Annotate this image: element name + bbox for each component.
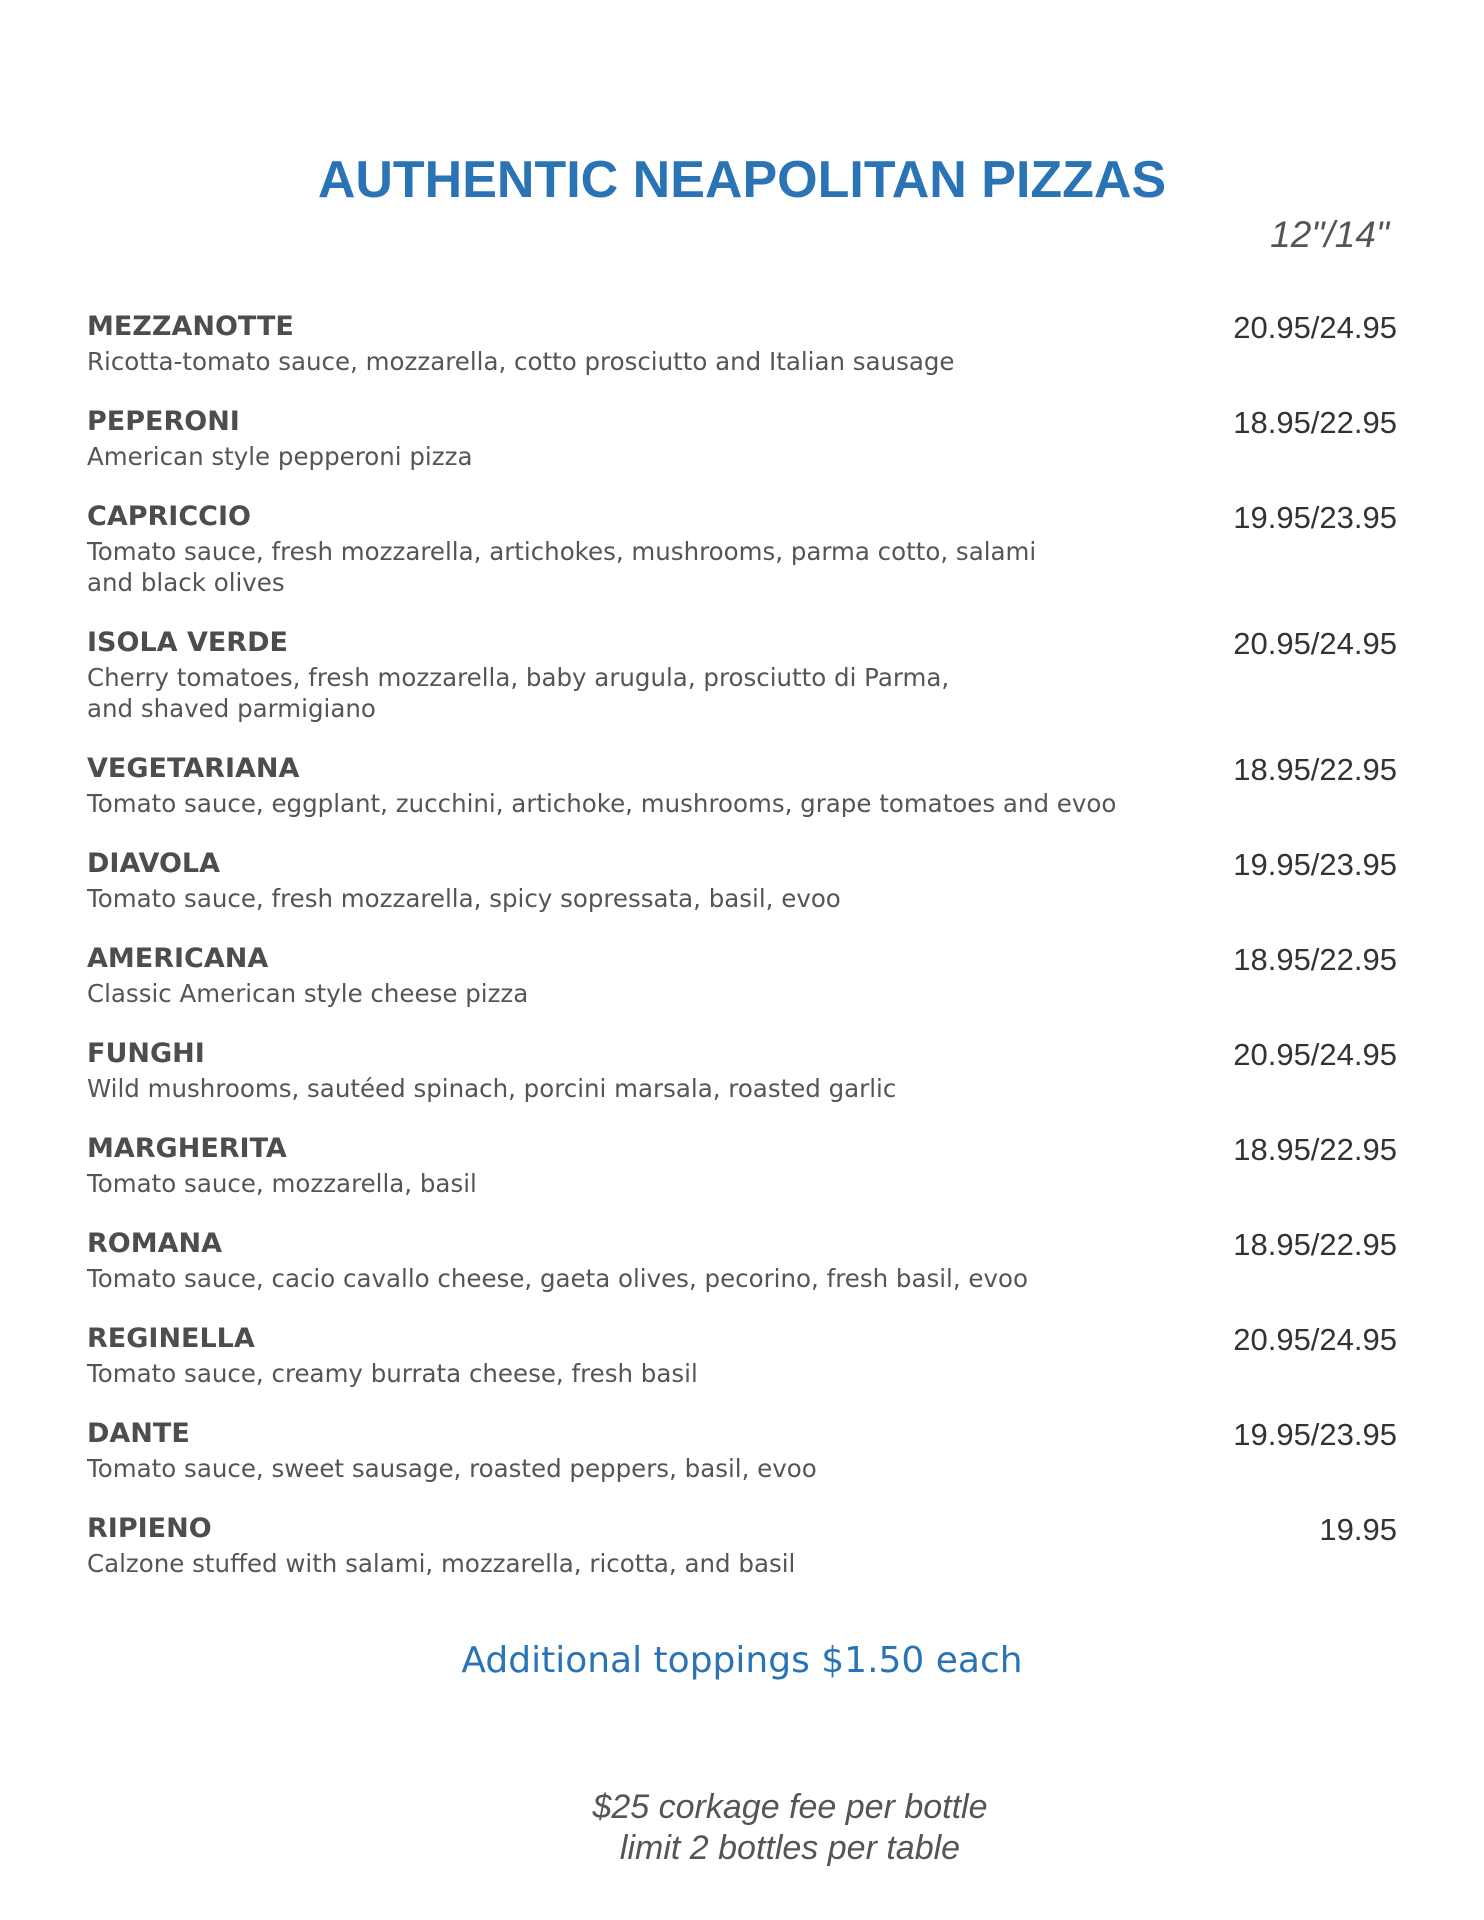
size-header: 12"/14": [1270, 214, 1389, 255]
item-name: DANTE: [87, 1418, 190, 1449]
item-description: Classic American style cheese pizza: [87, 979, 529, 1008]
item-name: CAPRICCIO: [87, 501, 251, 532]
corkage-fee: $25 corkage fee per bottle: [592, 1788, 988, 1826]
item-price: 20.95/24.95: [1233, 1322, 1397, 1357]
item-description: Tomato sauce, eggplant, zucchini, artichoke, mushrooms, grape tomatoes and evoo: [87, 789, 1117, 818]
item-price: 18.95/22.95: [1233, 1227, 1397, 1262]
menu-item: [87, 405, 1397, 500]
item-name: MEZZANOTTE: [87, 311, 294, 342]
menu-item: [87, 1322, 1397, 1417]
item-price: 20.95/24.95: [1233, 310, 1397, 345]
page-title: AUTHENTIC NEAPOLITAN PIZZAS: [317, 151, 1167, 209]
menu-item: [87, 310, 1397, 405]
item-name: PEPERONI: [87, 406, 240, 437]
item-price: 18.95/22.95: [1233, 1132, 1397, 1167]
item-description: American style pepperoni pizza: [87, 442, 473, 471]
item-description: Cherry tomatoes, fresh mozzarella, baby arugula, prosciutto di Parma, and shaved parmigiano: [87, 663, 950, 723]
item-name: ROMANA: [87, 1228, 222, 1259]
item-name: VEGETARIANA: [87, 753, 300, 784]
item-price: 20.95/24.95: [1233, 626, 1397, 661]
item-description: Tomato sauce, fresh mozzarella, spicy sopressata, basil, evoo: [87, 884, 841, 913]
item-description: Calzone stuffed with salami, mozzarella, ricotta, and basil: [87, 1549, 796, 1578]
menu-item: [87, 847, 1397, 942]
menu-item: [87, 1037, 1397, 1132]
menu-item: [87, 752, 1397, 847]
item-description: Tomato sauce, cacio cavallo cheese, gaeta olives, pecorino, fresh basil, evoo: [87, 1264, 1028, 1293]
menu-item: [87, 1512, 1397, 1607]
item-price: 18.95/22.95: [1233, 405, 1397, 440]
item-price: 19.95/23.95: [1233, 500, 1397, 535]
item-description: Wild mushrooms, sautéed spinach, porcini marsala, roasted garlic: [87, 1074, 897, 1103]
bottle-limit: limit 2 bottles per table: [619, 1829, 961, 1867]
item-price: 19.95/23.95: [1233, 847, 1397, 882]
menu-item: [87, 1132, 1397, 1227]
item-name: ISOLA VERDE: [87, 627, 288, 658]
item-price: 19.95/23.95: [1233, 1417, 1397, 1452]
item-price: 19.95: [1319, 1512, 1397, 1547]
item-description: Tomato sauce, sweet sausage, roasted peppers, basil, evoo: [87, 1454, 817, 1483]
menu-item: [87, 500, 1397, 626]
menu-item: [87, 1227, 1397, 1322]
menu-item: [87, 1417, 1397, 1512]
item-name: REGINELLA: [87, 1323, 255, 1354]
menu-item: [87, 626, 1397, 752]
pizza-menu: [87, 310, 1397, 1607]
item-name: DIAVOLA: [87, 848, 220, 879]
item-description: Tomato sauce, creamy burrata cheese, fresh basil: [87, 1359, 698, 1388]
item-description: Tomato sauce, fresh mozzarella, artichokes, mushrooms, parma cotto, salami and black olives: [87, 537, 1037, 597]
item-name: AMERICANA: [87, 943, 269, 974]
corkage-note: [0, 1787, 1484, 1869]
item-description: Tomato sauce, mozzarella, basil: [87, 1169, 477, 1198]
item-name: FUNGHI: [87, 1038, 205, 1069]
menu-item: [87, 942, 1397, 1037]
item-name: MARGHERITA: [87, 1133, 287, 1164]
item-price: 20.95/24.95: [1233, 1037, 1397, 1072]
item-price: 18.95/22.95: [1233, 942, 1397, 977]
toppings-note: Additional toppings $1.50 each: [461, 1640, 1023, 1681]
item-name: RIPIENO: [87, 1513, 212, 1544]
item-price: 18.95/22.95: [1233, 752, 1397, 787]
item-description: Ricotta-tomato sauce, mozzarella, cotto prosciutto and Italian sausage: [87, 347, 955, 376]
